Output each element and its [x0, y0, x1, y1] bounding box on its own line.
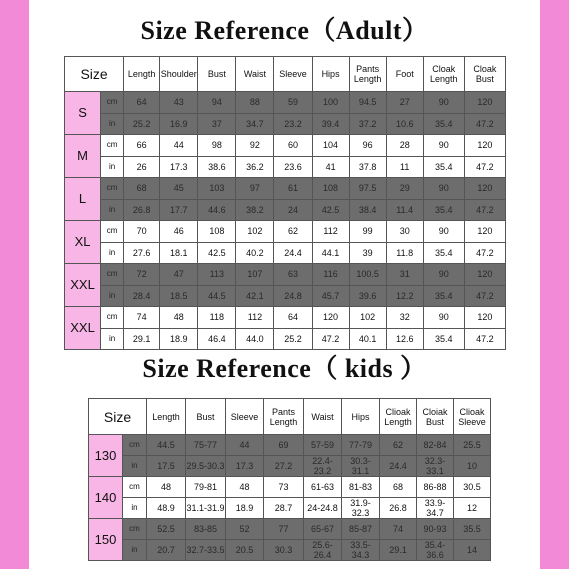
table-cell: 98 [198, 135, 236, 157]
table-cell: 11 [386, 156, 423, 178]
table-cell: 44.5 [147, 435, 186, 456]
table-cell: 38.4 [349, 199, 386, 221]
size-header: Size [65, 57, 124, 92]
table-cell: 88 [236, 92, 274, 114]
table-cell: 72 [124, 264, 160, 286]
kids-title: Size Reference（ kids ） [142, 354, 427, 383]
size-label: S [65, 92, 101, 135]
table-cell: 52 [226, 519, 264, 540]
table-cell: 30.3 [264, 540, 304, 561]
table-row [65, 156, 506, 178]
size-label: XL [65, 221, 101, 264]
table-row [89, 456, 491, 477]
column-header: Length [124, 57, 160, 92]
unit-label: in [101, 199, 124, 221]
table-cell: 39.6 [349, 285, 386, 307]
table-cell: 47.2 [464, 156, 505, 178]
table-cell: 25.5 [454, 435, 491, 456]
header-row [65, 57, 506, 92]
table-cell: 20.7 [147, 540, 186, 561]
table-cell: 29.1 [380, 540, 417, 561]
table-cell: 90 [423, 92, 464, 114]
table-cell: 100.5 [349, 264, 386, 286]
table-cell: 77 [264, 519, 304, 540]
column-header: Sleeve [226, 399, 264, 435]
table-cell: 39.4 [312, 113, 349, 135]
table-cell: 27.2 [264, 456, 304, 477]
table-cell: 61-63 [304, 477, 342, 498]
table-cell: 44.5 [198, 285, 236, 307]
table-cell: 47.2 [464, 328, 505, 350]
unit-label: in [101, 113, 124, 135]
table-cell: 94.5 [349, 92, 386, 114]
size-header: Size [89, 399, 147, 435]
table-cell: 64 [124, 92, 160, 114]
table-cell: 62 [274, 221, 312, 243]
table-cell: 27.6 [124, 242, 160, 264]
table-cell: 39 [349, 242, 386, 264]
table-cell: 103 [198, 178, 236, 200]
table-cell: 35.4 [423, 328, 464, 350]
table-cell: 52.5 [147, 519, 186, 540]
table-row [65, 328, 506, 350]
column-header: Pants Length [349, 57, 386, 92]
table-cell: 25.6-26.4 [304, 540, 342, 561]
table-cell: 33.9-34.7 [417, 498, 454, 519]
table-row [89, 435, 491, 456]
size-label: XXL [65, 264, 101, 307]
table-row [65, 199, 506, 221]
table-cell: 120 [464, 307, 505, 329]
table-cell: 14 [454, 540, 491, 561]
unit-label: cm [101, 135, 124, 157]
table-cell: 37.8 [349, 156, 386, 178]
table-cell: 44 [160, 135, 198, 157]
table-row [65, 264, 506, 286]
column-header: Pants Length [264, 399, 304, 435]
table-cell: 48 [147, 477, 186, 498]
table-cell: 77-79 [342, 435, 380, 456]
table-cell: 48 [160, 307, 198, 329]
table-cell: 83-85 [186, 519, 226, 540]
size-label: L [65, 178, 101, 221]
table-cell: 26.8 [124, 199, 160, 221]
table-cell: 31 [386, 264, 423, 286]
table-cell: 35.5 [454, 519, 491, 540]
table-cell: 90 [423, 264, 464, 286]
column-header: Waist [304, 399, 342, 435]
table-cell: 23.6 [274, 156, 312, 178]
table-cell: 29 [386, 178, 423, 200]
table-row [65, 135, 506, 157]
table-cell: 32 [386, 307, 423, 329]
table-row [65, 307, 506, 329]
table-cell: 60 [274, 135, 312, 157]
table-cell: 27 [386, 92, 423, 114]
table-cell: 25.2 [274, 328, 312, 350]
table-cell: 100 [312, 92, 349, 114]
table-cell: 22.4-23.2 [304, 456, 342, 477]
table-cell: 18.5 [160, 285, 198, 307]
column-header: Bust [198, 57, 236, 92]
table-cell: 35.4 [423, 156, 464, 178]
table-row [89, 477, 491, 498]
table-cell: 108 [312, 178, 349, 200]
unit-label: cm [123, 519, 147, 540]
table-cell: 24-24.8 [304, 498, 342, 519]
table-cell: 40.2 [236, 242, 274, 264]
unit-label: in [123, 540, 147, 561]
table-row [65, 221, 506, 243]
table-cell: 17.3 [226, 456, 264, 477]
table-row [65, 92, 506, 114]
table-cell: 99 [349, 221, 386, 243]
table-cell: 10.6 [386, 113, 423, 135]
table-cell: 26 [124, 156, 160, 178]
table-cell: 47.2 [464, 113, 505, 135]
table-cell: 104 [312, 135, 349, 157]
table-cell: 35.4 [423, 199, 464, 221]
table-cell: 65-67 [304, 519, 342, 540]
table-cell: 59 [274, 92, 312, 114]
table-cell: 25.2 [124, 113, 160, 135]
table-cell: 75-77 [186, 435, 226, 456]
adult-size-table [64, 56, 506, 350]
unit-label: cm [101, 307, 124, 329]
table-cell: 44.1 [312, 242, 349, 264]
table-cell: 120 [464, 178, 505, 200]
column-header: Cloiak Bust [417, 399, 454, 435]
table-cell: 102 [236, 221, 274, 243]
table-cell: 42.5 [312, 199, 349, 221]
table-cell: 42.5 [198, 242, 236, 264]
kids-size-table [88, 398, 491, 561]
table-cell: 40.1 [349, 328, 386, 350]
table-cell: 30.5 [454, 477, 491, 498]
table-cell: 96 [349, 135, 386, 157]
unit-label: in [123, 456, 147, 477]
table-cell: 90 [423, 178, 464, 200]
table-cell: 11.8 [386, 242, 423, 264]
table-cell: 24.4 [380, 456, 417, 477]
table-cell: 46 [160, 221, 198, 243]
table-cell: 20.5 [226, 540, 264, 561]
adult-title: Size Reference（Adult） [140, 16, 429, 45]
table-cell: 70 [124, 221, 160, 243]
table-cell: 112 [312, 221, 349, 243]
table-cell: 120 [464, 92, 505, 114]
table-cell: 37.2 [349, 113, 386, 135]
table-cell: 23.2 [274, 113, 312, 135]
table-cell: 12 [454, 498, 491, 519]
table-cell: 12.6 [386, 328, 423, 350]
unit-label: in [123, 498, 147, 519]
column-header: Foot [386, 57, 423, 92]
table-cell: 90 [423, 307, 464, 329]
unit-label: cm [123, 477, 147, 498]
table-cell: 48.9 [147, 498, 186, 519]
table-cell: 41 [312, 156, 349, 178]
table-cell: 37 [198, 113, 236, 135]
table-row [89, 519, 491, 540]
table-cell: 28.4 [124, 285, 160, 307]
table-cell: 30 [386, 221, 423, 243]
table-cell: 18.9 [226, 498, 264, 519]
table-cell: 16.9 [160, 113, 198, 135]
table-cell: 24.4 [274, 242, 312, 264]
table-cell: 47.2 [312, 328, 349, 350]
table-cell: 81-83 [342, 477, 380, 498]
table-cell: 73 [264, 477, 304, 498]
table-cell: 32.7-33.5 [186, 540, 226, 561]
table-cell: 35.4-36.6 [417, 540, 454, 561]
table-cell: 24.8 [274, 285, 312, 307]
table-cell: 68 [124, 178, 160, 200]
table-cell: 90 [423, 221, 464, 243]
table-row [65, 113, 506, 135]
table-cell: 28 [386, 135, 423, 157]
table-cell: 11.4 [386, 199, 423, 221]
table-cell: 17.3 [160, 156, 198, 178]
table-cell: 74 [380, 519, 417, 540]
column-header: Waist [236, 57, 274, 92]
table-cell: 74 [124, 307, 160, 329]
unit-label: in [101, 156, 124, 178]
table-cell: 120 [464, 221, 505, 243]
table-cell: 82-84 [417, 435, 454, 456]
table-cell: 94 [198, 92, 236, 114]
table-cell: 35.4 [423, 113, 464, 135]
table-cell: 35.4 [423, 285, 464, 307]
table-cell: 69 [264, 435, 304, 456]
table-cell: 120 [464, 264, 505, 286]
table-cell: 29.5-30.3 [186, 456, 226, 477]
table-cell: 28.7 [264, 498, 304, 519]
table-cell: 44.6 [198, 199, 236, 221]
unit-label: cm [101, 264, 124, 286]
column-header: Clioak Sleeve [454, 399, 491, 435]
table-cell: 68 [380, 477, 417, 498]
table-cell: 97.5 [349, 178, 386, 200]
unit-label: in [101, 328, 124, 350]
size-label: 130 [89, 435, 123, 477]
table-cell: 42.1 [236, 285, 274, 307]
unit-label: cm [123, 435, 147, 456]
table-cell: 31.9-32.3 [342, 498, 380, 519]
table-cell: 38.6 [198, 156, 236, 178]
table-row [89, 540, 491, 561]
table-cell: 17.5 [147, 456, 186, 477]
table-cell: 62 [380, 435, 417, 456]
column-header: Hips [312, 57, 349, 92]
table-cell: 85-87 [342, 519, 380, 540]
table-cell: 31.1-31.9 [186, 498, 226, 519]
table-cell: 24 [274, 199, 312, 221]
table-cell: 44 [226, 435, 264, 456]
table-cell: 113 [198, 264, 236, 286]
table-cell: 29.1 [124, 328, 160, 350]
table-cell: 90 [423, 135, 464, 157]
column-header: Cloak Bust [464, 57, 505, 92]
column-header: Hips [342, 399, 380, 435]
column-header: Length [147, 399, 186, 435]
table-cell: 97 [236, 178, 274, 200]
table-cell: 30.3-31.1 [342, 456, 380, 477]
table-cell: 118 [198, 307, 236, 329]
table-row [65, 178, 506, 200]
left-pink-bar [0, 0, 29, 569]
table-cell: 45 [160, 178, 198, 200]
table-cell: 17.7 [160, 199, 198, 221]
size-label: XXL [65, 307, 101, 350]
header-row [89, 399, 491, 435]
table-cell: 34.7 [236, 113, 274, 135]
column-header: Bust [186, 399, 226, 435]
table-cell: 12.2 [386, 285, 423, 307]
table-cell: 18.9 [160, 328, 198, 350]
right-pink-bar [540, 0, 569, 569]
table-cell: 35.4 [423, 242, 464, 264]
table-cell: 26.8 [380, 498, 417, 519]
unit-label: in [101, 242, 124, 264]
table-row [65, 242, 506, 264]
table-row [65, 285, 506, 307]
table-cell: 79-81 [186, 477, 226, 498]
size-label: M [65, 135, 101, 178]
table-cell: 120 [312, 307, 349, 329]
table-cell: 32.3-33.1 [417, 456, 454, 477]
table-cell: 45.7 [312, 285, 349, 307]
table-cell: 47.2 [464, 242, 505, 264]
table-cell: 43 [160, 92, 198, 114]
column-header: Shoulder [160, 57, 198, 92]
table-cell: 90-93 [417, 519, 454, 540]
column-header: Clioak Length [380, 399, 417, 435]
column-header: Sleeve [274, 57, 312, 92]
table-cell: 108 [198, 221, 236, 243]
unit-label: cm [101, 221, 124, 243]
table-cell: 18.1 [160, 242, 198, 264]
table-cell: 63 [274, 264, 312, 286]
table-cell: 10 [454, 456, 491, 477]
table-cell: 36.2 [236, 156, 274, 178]
table-cell: 33.5-34.3 [342, 540, 380, 561]
table-cell: 86-88 [417, 477, 454, 498]
table-cell: 92 [236, 135, 274, 157]
table-cell: 102 [349, 307, 386, 329]
table-cell: 120 [464, 135, 505, 157]
table-cell: 64 [274, 307, 312, 329]
table-cell: 57-59 [304, 435, 342, 456]
table-cell: 38.2 [236, 199, 274, 221]
table-cell: 47.2 [464, 285, 505, 307]
table-cell: 47.2 [464, 199, 505, 221]
size-label: 150 [89, 519, 123, 561]
table-cell: 66 [124, 135, 160, 157]
table-cell: 116 [312, 264, 349, 286]
unit-label: cm [101, 178, 124, 200]
table-cell: 46.4 [198, 328, 236, 350]
table-cell: 48 [226, 477, 264, 498]
unit-label: in [101, 285, 124, 307]
size-label: 140 [89, 477, 123, 519]
column-header: Cloak Length [423, 57, 464, 92]
table-cell: 61 [274, 178, 312, 200]
table-cell: 107 [236, 264, 274, 286]
table-cell: 44.0 [236, 328, 274, 350]
table-cell: 47 [160, 264, 198, 286]
unit-label: cm [101, 92, 124, 114]
table-cell: 112 [236, 307, 274, 329]
table-row [89, 498, 491, 519]
